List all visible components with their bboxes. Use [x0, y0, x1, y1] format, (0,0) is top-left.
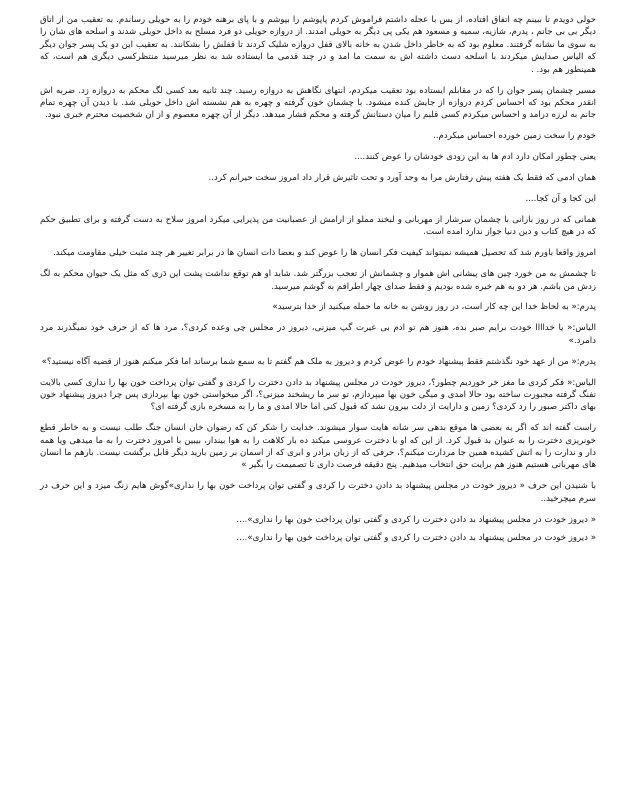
dialogue-ilyas-1: الیاس:« یا خداااا خودت برایم صبر بده، هنوز هم تو ادم بی عیرت گپ میزنی، دیروز در مجلس چی وعده کردی؟، مرد ها که از حرف خود نمیگذرند مرد دامرد.» [40, 323, 596, 346]
dialogue-father-2: پدرم:« من از عهد خود نگذشتم فقط پیشنهاد خودم را عوض کردم و دیروز به ملک هم گفتم تا به سمع شما برساند اما فکر میکنم هنوز از قضیه آگاه نیستید؟» [41, 356, 596, 367]
paragraph-8: امروز واقعا باورم شد که تحصیل همیشه نمیتواند کیفیت فکر انسان ها را عوض کند و بعضا ذات انسان ها در برابر تغییر هر چند مثبت خیلی مقاومت میکند. [52, 248, 596, 259]
paragraph-14: راست گفته اند که اگر به بعضی ها موقع بدهی سر شانه هایت سوار میشوند. خدایت را شکر کن که رضوان خان انسان جنگ طلب نیست و به خاطر قطع خونریزی دخترت را به عنوان بد قبول کرد. از این که او با دخترت عروسی میکند ده بار کلاهت را به هوا بیندار، بیبین با امروز دخترت را به ما میدهی ویا همه دار و ندارت را به اتش کشیده همین جا مردارت میکنم؟، حرفی که از زبان برادر و ابری که از اسمان بر زمین بارید دیگر قابل برگشت نیست. بارهم ما انسان های مهربانی هستیم هنوز هم برایت حق انتخاب میدهیم. پنج دقیقه فرصت داری تا تصمیمت را بگیر » [40, 423, 596, 471]
paragraph-6: این کجا و آن کجا.... [525, 193, 596, 204]
paragraph-7: همانی که در روز بارانی با چشمان سرشار از مهربانی و لبخند مملو از ارامش از عصبانیت من پذیرایی میکرد امروز سلاح به دست گرفته و برای تطبیق حکم که در هیچ کتاب و دین دنیا جواز ندارد امده است. [40, 214, 596, 238]
paragraph-3: خودم را سخت زمین خورده احساس میکردم.. [433, 131, 596, 142]
dialogue-father-1: پدرم:« به لحاظ خدا این چه کار است، در روز روشن به خانه ما حمله میکنید از خدا بترسید» [272, 302, 596, 313]
quote-line-2: « دیروز خودت در مجلس پیشنهاد بد دادن دخترت را کردی و گفتی توان پرداخت خون بها را نداری».... [236, 533, 596, 544]
quote-line-1: « دیروز خودت در مجلس پیشنهاد بد دادن دخترت را کردی و گفتی توان پرداخت خون بها را نداری».... [236, 514, 596, 525]
paragraph-5: همان ادمی که فقط یک هفته پیش رفتارش مرا به وجد آورد و تحت تاثیرش قرار داد امروز سخت حیرانم کرد.. [208, 173, 596, 184]
dialogue-ilyas-2: الیاس:« فکر کردی ما مغز خر خوردیم چطور؟، دیروز خودت در مجلس پیشنهاد بد دادن دخترت را کردی و گفتی توان پرداخت خون بها را نداری کسی بالایت تفنگ گرفته مجبورت ساخته بود حالا امدی و میگی خون بها میپردازم، تو سر ما ریشخند میزنی؟، اگر میخواستی خون بها بپردازی پس چرا دیروز پیشنهاد خون بهای داکتر صبور را رد کردی؟ زمین و دارایت از دلت بیرون نشد که قبول کنی اما حالا امدی و ما را به مسخره بازی گرفته ای؟ [40, 377, 596, 413]
paragraph-1: حولی دویدم تا ببینم چه اتفاق افتاده، از بس با عجله داشتم فراموش کردم پاپوشم را بپوشم و با پای برهنه خودم را به حویلی رساندم. به تعقیب من از اتاق دیگر بی بی جانم ، پدرم، شازیه، سمیه و مسعود هم یکی پی دیگر به حویلی امدند. از دروازه حویلی دو فرد مسلح به داخل حویلی شدند و اسلحه های شان را به سوی ما نشانه گرفتند. معلوم بود که به خاطر داخل شدن به خانه بالای قفل دروازه شلیک کردند تا قفلش را بشکانند. به تعقیب این دو یک پسر جوان دیگر که الیاس صدایش میکردند با اسلحه دست داشته اش به سمت ما امد و در چند قدمی ما ایستاده شد به نظر میرسید منتظرکسی دیگری هم است، که همینطور هم بود. . [40, 15, 596, 75]
paragraph-2: مسیر چشمان پسر جوان را که در مقابلم ایستاده بود تعقیب میکردم، انتهای نگاهش به دروازه رسید. چند ثانیه بعد کسی لگ محکم به دروازه زد. ضربه اش انقدر محکم بود که احساس کردم دروازه از جایش کنده میشود. با چشمان خون گرفته و چهره به هم نشسته اش داخل حویلی شد. با دیدن آن چهره تمام جانم به لرزه درامد و احساس میکردم کسی قلبم را میان دستانش گرفته و محکم فشار میدهد. دیگر از آن چهره معصوم و از ان شخصیت محترم خبری نبود. [40, 85, 596, 121]
paragraph-4: یعنی چطور امکان دارد ادم ها به این زودی خودشان را عوض کنند.... [354, 152, 596, 163]
paragraph-9: تا چشمش به من خورد چین های پیشانی اش هموار و چشمانش از تعجب بزرگتر شد. شاید او هم توقع نداشت پشت این دَری که مثل یک حیوان محکم به لگ زدش من باشم. هر دو به هم خیره شده بودیم و فقط صدای چهار اطرافم به گوشم میرسید. [40, 269, 596, 292]
paragraph-15: با شنیدن این حرف « دیروز خودت در مجلس پیشنهاد بد دادن دخترت را کردی و گفتی توان پرداخت خون بها را نداری»گوش هایم زنگ میزد و این حرف در سرم میچرخید.. [40, 481, 596, 504]
